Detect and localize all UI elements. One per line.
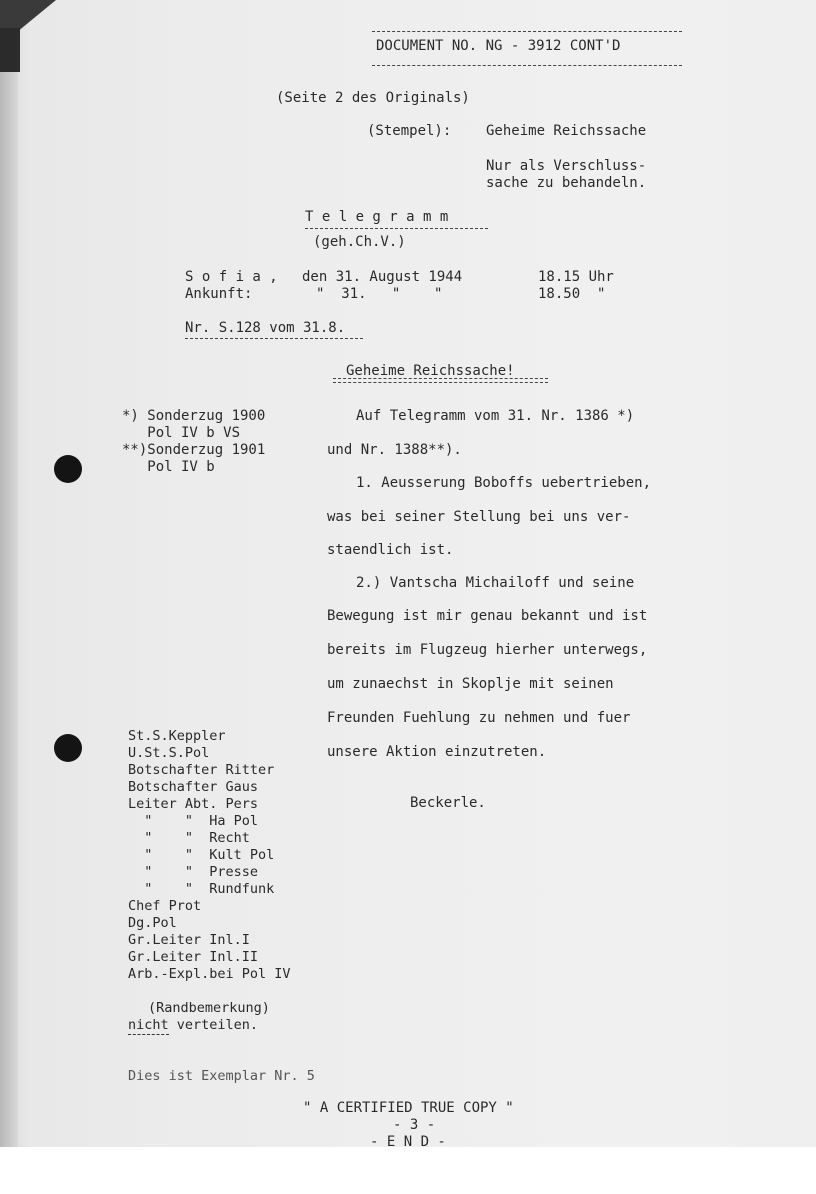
binder-tab (0, 28, 20, 72)
body-line: und Nr. 1388**). (327, 442, 462, 458)
punch-hole-icon (54, 734, 82, 762)
distribution-item: Chef Prot (128, 898, 202, 914)
distribution-item: Gr.Leiter Inl.II (128, 949, 259, 965)
distribution-item: " " Presse (128, 864, 259, 880)
distribution-item: Gr.Leiter Inl.I (128, 932, 250, 948)
origin-time: 18.15 Uhr (538, 269, 614, 285)
telegram-title-underline (305, 228, 488, 229)
arrival-time: 18.50 " (538, 286, 606, 302)
scan-border (0, 1147, 816, 1194)
page-number: - 3 - (393, 1117, 436, 1133)
punch-hole-icon (54, 455, 82, 483)
certified-copy: " A CERTIFIED TRUE COPY " (303, 1100, 514, 1116)
handling-line-1: Nur als Verschluss- (486, 158, 647, 174)
body-line: 1. Aeusserung Boboffs uebertrieben, (356, 475, 652, 491)
distribution-item: Botschafter Gaus (128, 779, 259, 795)
origin-date: den 31. August 1944 (302, 269, 463, 285)
side-note: Pol IV b (122, 459, 215, 475)
body-line: 2.) Vantscha Michailoff und seine (356, 575, 635, 591)
side-note: **)Sonderzug 1901 (122, 442, 266, 458)
handling-line-2: sache zu behandeln. (486, 175, 647, 191)
header-rule-bottom (372, 65, 682, 66)
signature: Beckerle. (410, 795, 486, 811)
distribution-item: " " Rundfunk (128, 881, 275, 897)
body-line: Freunden Fuehlung zu nehmen und fuer (327, 710, 631, 726)
stamp-text: Geheime Reichssache (486, 123, 647, 139)
classification: Geheime Reichssache! (346, 363, 515, 379)
end-marker: - E N D - (370, 1134, 446, 1150)
distribution-item: U.St.S.Pol (128, 745, 210, 761)
body-line: staendlich ist. (327, 542, 454, 558)
distribution-item: Arb.-Expl.bei Pol IV (128, 966, 291, 982)
page-edge-shadow (0, 0, 18, 1147)
classification-double-rule (333, 378, 548, 383)
page-note: (Seite 2 des Originals) (276, 90, 470, 106)
origin-label: S o f i a , (185, 269, 278, 285)
telegram-number: Nr. S.128 vom 31.8. (185, 320, 346, 336)
body-line: Auf Telegramm vom 31. Nr. 1386 *) (356, 408, 635, 424)
document-number: DOCUMENT NO. NG - 3912 CONT'D (376, 38, 621, 54)
margin-note-underlined-word: nicht (128, 1017, 169, 1033)
body-line: bereits im Flugzeug hierher unterwegs, (327, 642, 648, 658)
body-line: was bei seiner Stellung bei uns ver- (327, 509, 631, 525)
header-rule-top (372, 31, 682, 32)
distribution-item: Botschafter Ritter (128, 762, 275, 778)
margin-note-rest: verteilen. (168, 1017, 259, 1033)
copy-note: Dies ist Exemplar Nr. 5 (128, 1068, 315, 1084)
body-line: um zunaechst in Skoplje mit seinen (327, 676, 614, 692)
distribution-item: Leiter Abt. Pers (128, 796, 259, 812)
distribution-item: " " Kult Pol (128, 847, 275, 863)
telegram-title: T e l e g r a m m (305, 209, 449, 225)
distribution-item: " " Ha Pol (128, 813, 259, 829)
distribution-item: St.S.Keppler (128, 728, 226, 744)
body-line: unsere Aktion einzutreten. (327, 744, 547, 760)
arrival-date: " 31. " " (316, 286, 443, 302)
arrival-label: Ankunft: (185, 286, 253, 302)
margin-note-label: (Randbemerkung) (148, 1000, 270, 1016)
distribution-item: Dg.Pol (128, 915, 177, 931)
telegram-number-underline (185, 338, 363, 339)
telegram-subtitle: (geh.Ch.V.) (313, 234, 406, 250)
distribution-item: " " Recht (128, 830, 250, 846)
body-line: Bewegung ist mir genau bekannt und ist (327, 608, 648, 624)
side-note: Pol IV b VS (122, 425, 241, 441)
margin-note-text (128, 1017, 258, 1034)
stamp-label: (Stempel): (367, 123, 452, 139)
side-note: *) Sonderzug 1900 (122, 408, 266, 424)
